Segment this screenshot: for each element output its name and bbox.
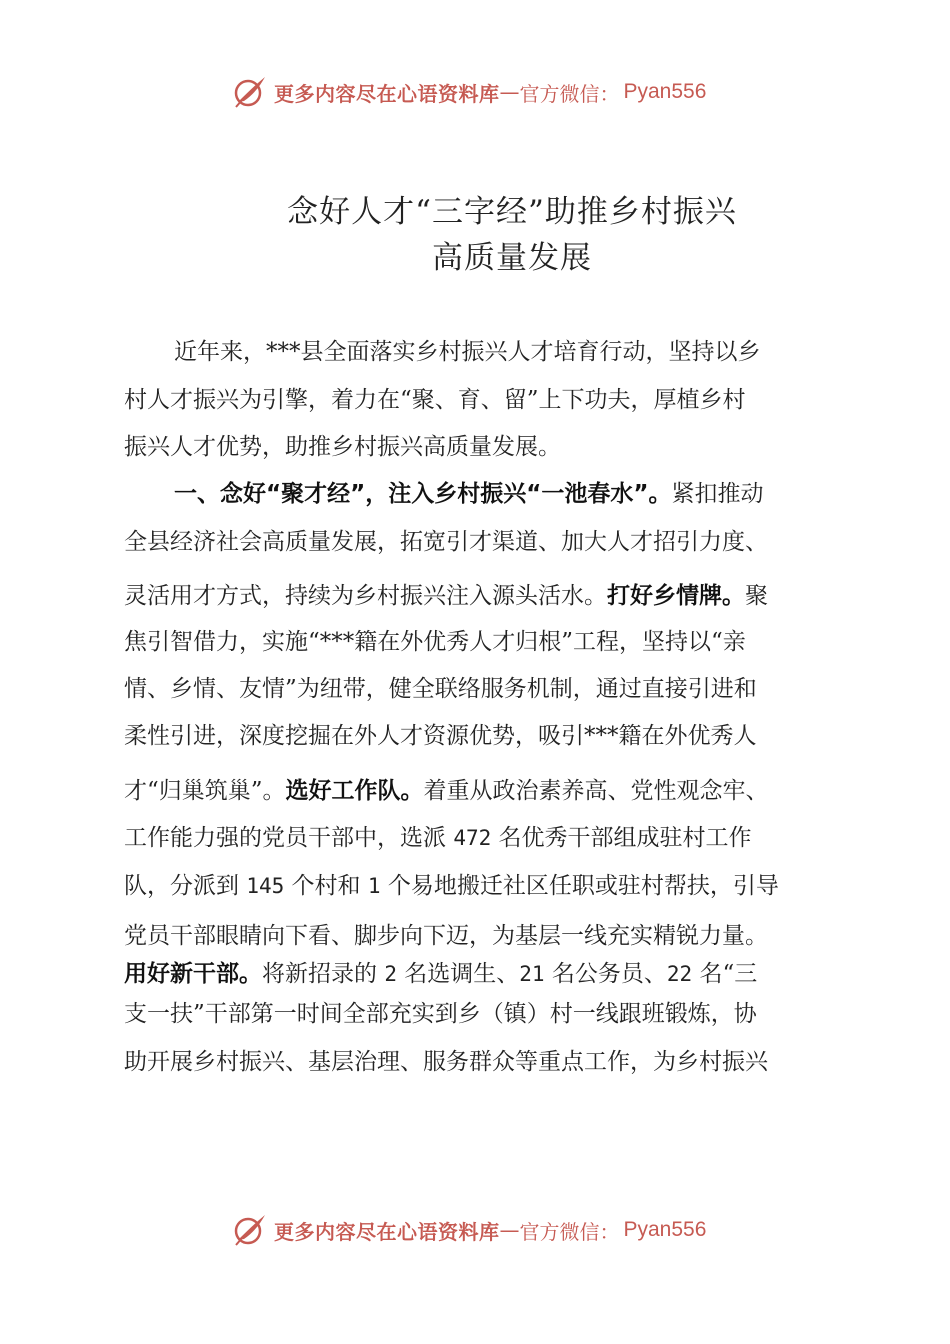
number: 21 bbox=[519, 962, 545, 986]
body-text: 名选调生、 bbox=[396, 961, 520, 987]
body-line: 村人才振兴为引擎，着力在“聚、育、留”上下功夫，厚植乡村 bbox=[124, 387, 746, 413]
number: 22 bbox=[666, 962, 693, 986]
body-text: 才“归巢筑巢”。 bbox=[124, 778, 286, 804]
body-text: 名优秀干部组成驻村工作 bbox=[491, 825, 752, 851]
number: 1 bbox=[367, 874, 381, 898]
banner-wechat-id: Pyan556 bbox=[623, 80, 707, 103]
subheading: 用好新干部。 bbox=[124, 961, 262, 987]
body-line: 情、乡情、友情”为纽带，健全联络服务机制，通过直接引进和 bbox=[124, 676, 757, 702]
section-heading: 一、念好“聚才经”，注入乡村振兴“一池春水”。 bbox=[174, 481, 672, 507]
body-line: 助开展乡村振兴、基层治理、服务群众等重点工作，为乡村振兴 bbox=[124, 1049, 768, 1075]
body-text: 灵活用才方式，持续为乡村振兴注入源头活水。 bbox=[124, 583, 607, 609]
body-line bbox=[124, 775, 769, 807]
body-line: 近年来，***县全面落实乡村振兴人才培育行动，坚持以乡 bbox=[174, 339, 761, 365]
body-text: 个易地搬迁社区任职或驻村帮扶，引导 bbox=[380, 873, 779, 899]
body-text: 紧扣推动 bbox=[671, 481, 764, 507]
number: 2 bbox=[384, 962, 397, 986]
body-text: 聚 bbox=[745, 583, 768, 609]
body-line: 振兴人才优势，助推乡村振兴高质量发展。 bbox=[124, 434, 561, 460]
banner-text: 更多内容尽在心语资料库 bbox=[274, 81, 500, 106]
body-line: 焦引智借力，实施“***籍在外优秀人才归根”工程，坚持以“亲 bbox=[124, 629, 746, 655]
body-line: 支一扶”干部第一时间全部充实到乡（镇）村一线跟班锻炼，协 bbox=[124, 1001, 757, 1027]
body-line bbox=[174, 478, 763, 510]
footer-banner bbox=[232, 1210, 706, 1250]
banner-wechat-label: 官方微信： bbox=[519, 81, 620, 106]
banner-dash: — bbox=[499, 80, 520, 104]
banner-wechat-label: 官方微信： bbox=[519, 1219, 620, 1244]
body-line bbox=[124, 870, 779, 902]
document-title-line-2: 高质量发展 bbox=[432, 240, 592, 276]
body-line: 党员干部眼睛向下看、脚步向下迈，为基层一线充实精锐力量。 bbox=[124, 923, 768, 949]
subheading: 选好工作队。 bbox=[285, 778, 424, 804]
banner-dash: — bbox=[499, 1218, 520, 1242]
body-text: 名公务员、 bbox=[544, 961, 667, 987]
number: 472 bbox=[453, 826, 492, 850]
number: 145 bbox=[246, 874, 285, 898]
header-banner bbox=[232, 72, 706, 112]
body-text: 队，分派到 bbox=[124, 873, 247, 899]
body-text: 着重从政治素养高、党性观念牢、 bbox=[423, 778, 769, 804]
body-line bbox=[124, 580, 768, 612]
quill-logo-icon bbox=[232, 74, 268, 110]
subheading: 打好乡情牌。 bbox=[607, 583, 745, 609]
body-line: 全县经济社会高质量发展，拓宽引才渠道、加大人才招引力度、 bbox=[124, 529, 768, 555]
body-text: 名“三 bbox=[692, 961, 758, 987]
banner-wechat-id: Pyan556 bbox=[623, 1218, 707, 1241]
body-line: 柔性引进，深度挖掘在外人才资源优势，吸引***籍在外优秀人 bbox=[124, 723, 757, 749]
banner-text: 更多内容尽在心语资料库 bbox=[274, 1219, 500, 1244]
body-line bbox=[124, 822, 752, 854]
document-title-line-1: 念好人才“三字经”助推乡村振兴 bbox=[287, 194, 737, 230]
quill-logo-icon bbox=[232, 1212, 268, 1248]
body-line bbox=[124, 958, 757, 990]
body-text: 个村和 bbox=[284, 873, 368, 899]
body-text: 将新招录的 bbox=[262, 961, 385, 987]
body-text: 工作能力强的党员干部中，选派 bbox=[124, 825, 454, 851]
